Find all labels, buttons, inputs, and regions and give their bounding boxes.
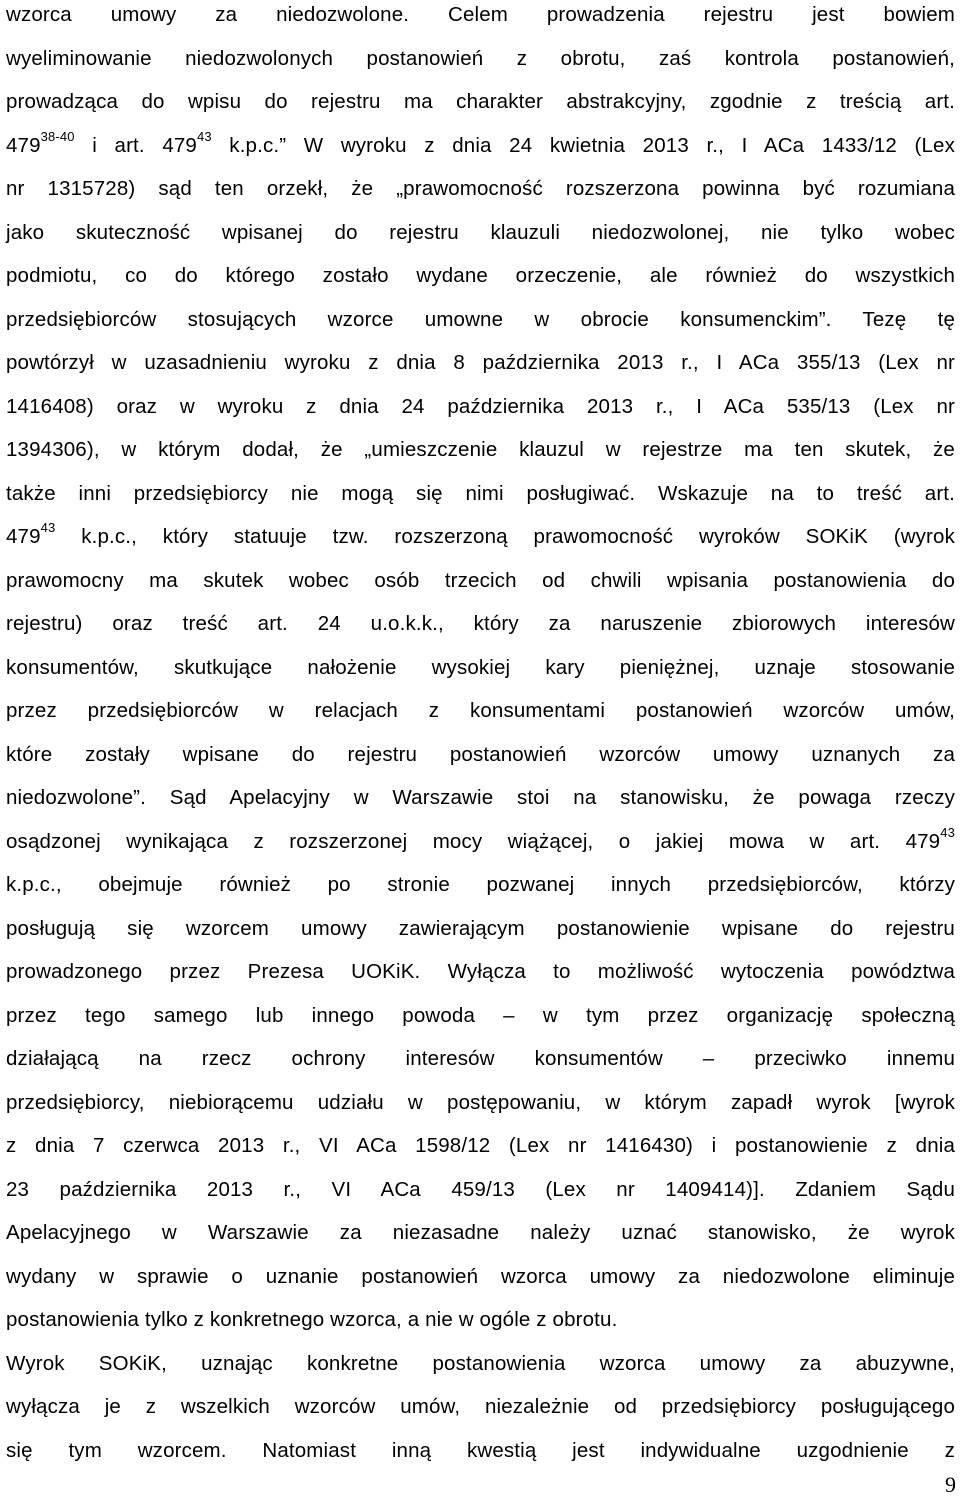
text-line: rejestru) oraz treść art. 24 u.o.k.k., który za naruszenie zbiorowych interesów — [6, 612, 955, 635]
text-line: podmiotu, co do którego zostało wydane orzeczenie, ale również do wszystkich — [6, 264, 955, 287]
text-line: osądzonej wynikająca z rozszerzonej mocy wiążącej, o jakiej mowa w art. $479^{43}$ — [6, 824, 955, 853]
text-line: 23 października 2013 r., VI ACa 459/13 (Lex nr 1409414)]. Zdaniem Sądu — [6, 1177, 955, 1201]
text-line: 1394306), w którym dodał, że „umieszczenie klauzul w rejestrze ma ten skutek, że — [6, 438, 955, 461]
text-line: przedsiębiorcy, niebiorącemu udziału w postępowaniu, w którym zapadł wyrok [wyrok — [6, 1090, 955, 1114]
text-line: przedsiębiorców stosujących wzorce umowne w obrocie konsumenckim”. Tezę tę — [6, 307, 955, 331]
text-line: postanowienia tylko z konkretnego wzorca, a nie w ogóle z obrotu. — [6, 1308, 618, 1331]
text-line: które zostały wpisane do rejestru postanowień wzorców umowy uznanych za — [6, 742, 955, 766]
text-line: wzorca umowy za niedozwolone. Celem prowadzenia rejestru jest bowiem — [6, 3, 955, 26]
superscript: 38-40 — [40, 128, 75, 144]
text-line: prowadzonego przez Prezesa UOKiK. Wyłącza to możliwość wytoczenia powództwa — [6, 960, 955, 983]
text-line: 479$^{38-40}$ i art. $479^{43}$ k.p.c.” W wyroku z dnia 24 kwietnia 2013 r., I ACa 1433/12 (Lex — [6, 128, 955, 157]
text-line: wyeliminowanie niedozwolonych postanowień z obrotu, zaś kontrola postanowień, — [6, 46, 955, 70]
document-body — [6, 0, 955, 1472]
text-line: Apelacyjnego w Warszawie za niezasadne należy uznać stanowisko, że wyrok — [6, 1221, 955, 1244]
text-line: jako skuteczność wpisanej do rejestru klauzuli niedozwolonej, nie tylko wobec — [6, 220, 955, 244]
text-line: prowadząca do wpisu do rejestru ma charakter abstrakcyjny, zgodnie z treścią art. — [6, 90, 955, 113]
text-line: posługują się wzorcem umowy zawierającym postanowienie wpisane do rejestru — [6, 916, 955, 940]
text-line: Wyrok SOKiK, uznając konkretne postanowienia wzorca umowy za abuzywne, — [6, 1351, 955, 1375]
superscript: 43 — [196, 128, 212, 144]
text-line: niedozwolone”. Sąd Apelacyjny w Warszawie stoi na stanowisku, że powaga rzeczy — [6, 786, 955, 809]
text-line: wydany w sprawie o uznanie postanowień wzorca umowy za niedozwolone eliminuje — [6, 1264, 955, 1288]
text-line: k.p.c., obejmuje również po stronie pozwanej innych przedsiębiorców, którzy — [6, 873, 955, 896]
superscript: 43 — [940, 824, 955, 840]
text-line: konsumentów, skutkujące nałożenie wysokiej kary pieniężnej, uznaje stosowanie — [6, 655, 955, 679]
text-line: nr 1315728) sąd ten orzekł, że „prawomocność rozszerzona powinna być rozumiana — [6, 177, 955, 200]
text-line: prawomocny ma skutek wobec osób trzecich od chwili wpisania postanowienia do — [6, 568, 955, 592]
page-number: 9 — [945, 1472, 956, 1497]
superscript: 43 — [40, 520, 56, 536]
text-line: się tym wzorcem. Natomiast inną kwestią jest indywidualne uzgodnienie z — [6, 1438, 955, 1462]
text-line: 1416408) oraz w wyroku z dnia 24 października 2013 r., I ACa 535/13 (Lex nr — [6, 394, 955, 418]
text-line: wyłącza je z wszelkich wzorców umów, niezależnie od przedsiębiorcy posługującego — [6, 1395, 955, 1418]
text-line: przez przedsiębiorców w relacjach z konsumentami postanowień wzorców umów, — [6, 699, 955, 722]
text-line: działającą na rzecz ochrony interesów konsumentów – przeciwko innemu — [6, 1047, 955, 1070]
text-line: przez tego samego lub innego powoda – w tym przez organizację społeczną — [6, 1003, 955, 1027]
text-line: z dnia 7 czerwca 2013 r., VI ACa 1598/12 (Lex nr 1416430) i postanowienie z dnia — [6, 1134, 955, 1157]
text-line: także inni przedsiębiorcy nie mogą się nimi posługiwać. Wskazuje na to treść art. — [6, 481, 955, 505]
text-line: powtórzył w uzasadnieniu wyroku z dnia 8 października 2013 r., I ACa 355/13 (Lex nr — [6, 351, 955, 374]
text-line: $479^{43}$ k.p.c., który statuuje tzw. rozszerzoną prawomocność wyroków SOKiK (wyrok — [6, 520, 955, 548]
